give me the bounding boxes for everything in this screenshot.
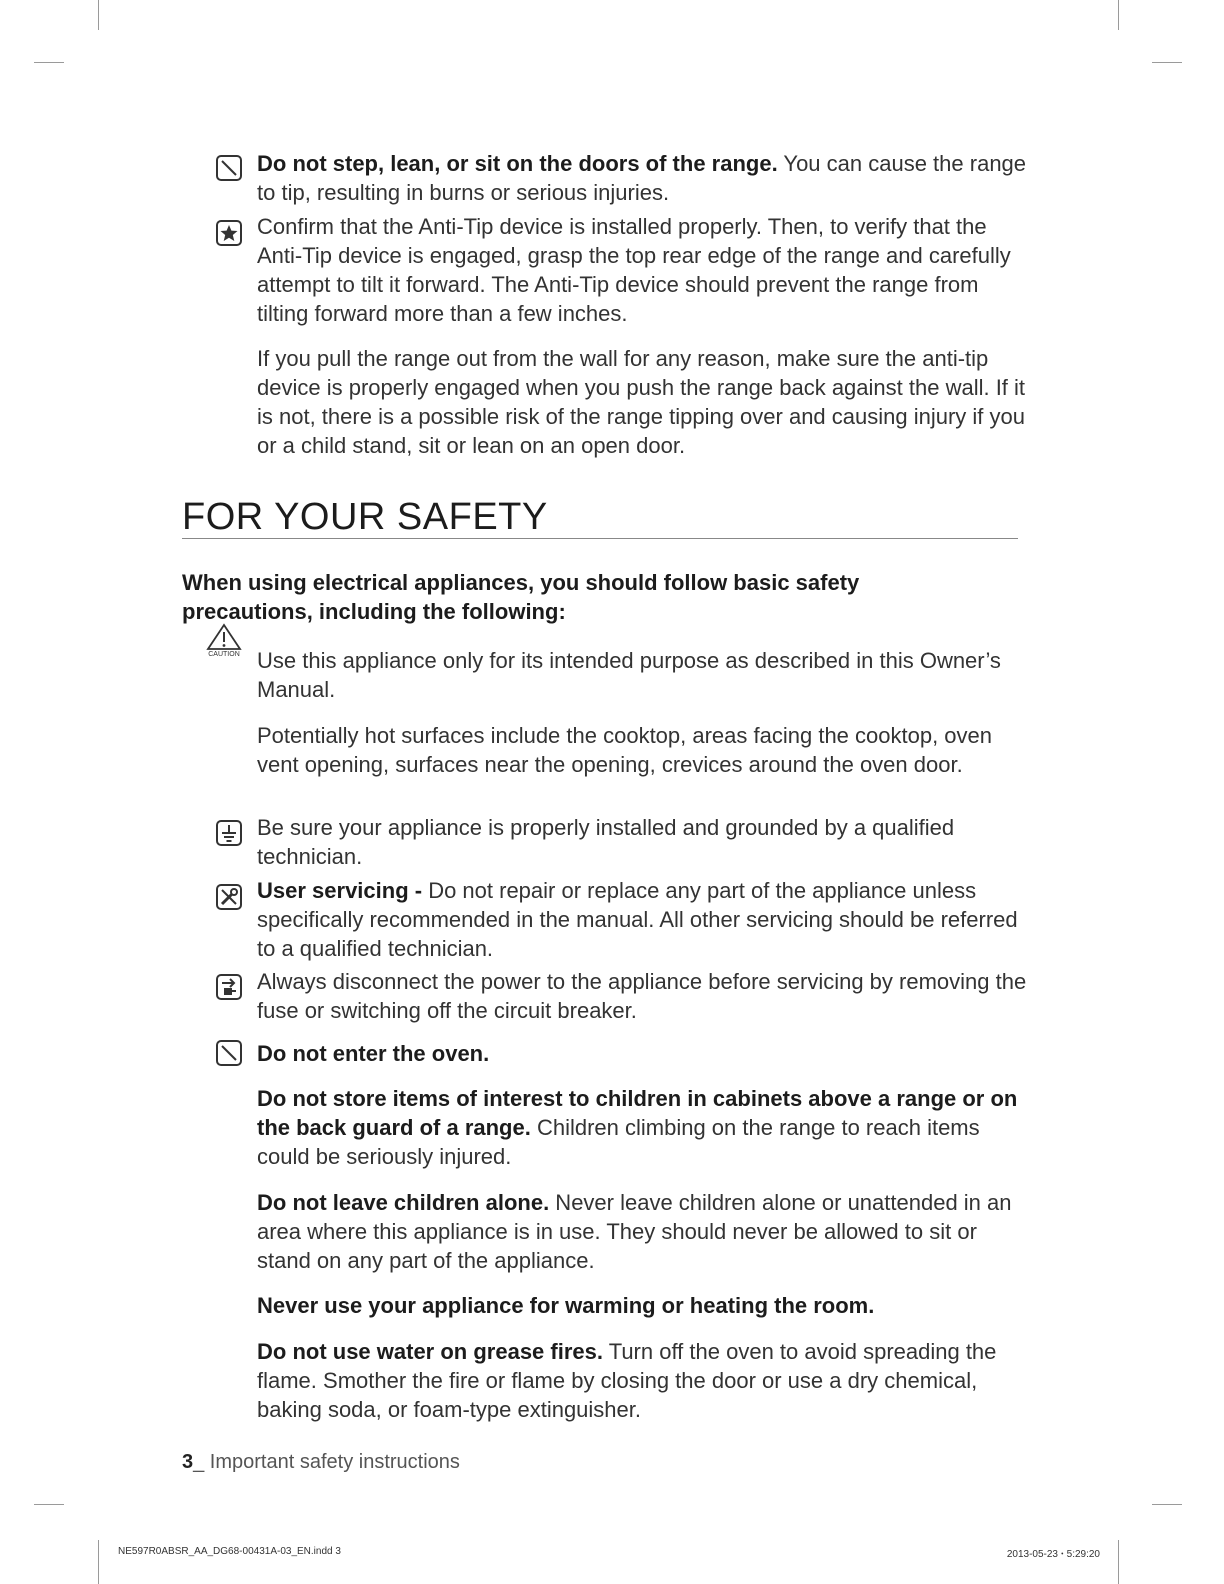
caution-icon	[202, 623, 246, 663]
warning-bold: Do not step, lean, or sit on the doors of the range.	[257, 151, 778, 176]
footer-separator: _	[193, 1451, 205, 1473]
anti-tip-wall-text: If you pull the range out from the wall for any reason, make sure the anti-tip device is properly engaged when you push the range back against the wall. If it is not, there is a possible risk of the range tipping over and causing injury if you or a child stand, sit or lean on an open door.	[257, 346, 1026, 458]
crop-mark	[98, 1540, 99, 1584]
safety-grease-fires	[257, 1337, 1027, 1424]
anti-tip-text: Confirm that the Anti-Tip device is installed properly. Then, to verify that the Anti-Tip device is engaged, grasp the top rear edge of the range and carefully attempt to tilt it forward. The Anti-Tip device should prevent the range from tilting forward more than a few inches.	[257, 214, 1011, 326]
crop-mark	[98, 0, 99, 30]
safety-text: Children climbing on the range to reach items could be seriously injured.	[257, 1115, 980, 1169]
safety-text: Always disconnect the power to the appliance before servicing by removing the fuse or switching off the circuit breaker.	[257, 969, 1027, 1023]
safety-text: Do not repair or replace any part of the appliance unless specifically recommended in the manual. All other servicing should be referred to a qualified technician.	[257, 878, 1018, 961]
no-servicing-icon	[214, 882, 244, 912]
safety-disconnect	[257, 967, 1027, 1025]
crop-mark	[1118, 0, 1119, 30]
safety-text: Never leave children alone or unattended in an area where this appliance is in use. They should never be allowed to sit or stand on any part of the appliance.	[257, 1190, 1012, 1273]
safety-grounded	[257, 813, 1027, 871]
print-slug-file: NE597R0ABSR_AA_DG68-00431A-03_EN.indd 3	[118, 1546, 341, 1557]
safety-bold: Do not leave children alone.	[257, 1190, 550, 1215]
print-slug-timestamp: 2013-05-23 ꞏ 5:29:20	[1006, 1549, 1100, 1560]
safety-text: Turn off the oven to avoid spreading the flame. Smother the fire or flame by closing the door or use a dry chemical, baking soda, or foam-type extinguisher.	[257, 1339, 997, 1422]
prohibited-icon	[214, 1038, 244, 1068]
safety-text: Use this appliance only for its intended purpose as described in this Owner’s Manual.	[257, 648, 1001, 702]
unplug-icon	[214, 972, 244, 1002]
page-number: 3	[182, 1451, 194, 1473]
section-title: FOR YOUR SAFETY	[182, 496, 1018, 539]
safety-intended-use	[257, 646, 1027, 704]
important-star-icon	[214, 218, 244, 248]
safety-no-heating	[257, 1291, 1027, 1320]
safety-bold: Do not enter the oven.	[257, 1041, 490, 1066]
safety-bold: Do not store items of interest to children in cabinets above a range or on the back guard of a range.	[257, 1086, 1018, 1140]
safety-bold: Never use your appliance for warming or heating the room.	[257, 1293, 875, 1318]
crop-mark	[34, 62, 64, 63]
anti-tip-confirm	[257, 212, 1027, 328]
safety-do-not-enter	[257, 1039, 1027, 1068]
caution-label: CAUTION	[208, 651, 240, 658]
section-subhead: When using electrical appliances, you should follow basic safety precautions, including the following:	[182, 570, 860, 624]
safety-text: Be sure your appliance is properly installed and grounded by a qualified technician.	[257, 815, 955, 869]
page-footer	[182, 1451, 460, 1474]
crop-mark	[34, 1504, 64, 1505]
footer-label: Important safety instructions	[204, 1451, 460, 1473]
crop-mark	[1152, 1504, 1182, 1505]
safety-bold: User servicing -	[257, 878, 423, 903]
safety-text: Potentially hot surfaces include the cooktop, areas facing the cooktop, oven vent opening, surfaces near the opening, crevices around the oven door.	[257, 723, 993, 777]
safety-bold: Do not use water on grease fires.	[257, 1339, 603, 1364]
prohibited-icon	[214, 153, 244, 183]
warning-text: You can cause the range to tip, resulting in burns or serious injuries.	[257, 151, 1027, 205]
ground-icon	[214, 818, 244, 848]
safety-children-alone	[257, 1188, 1027, 1275]
safety-store-items	[257, 1084, 1027, 1171]
safety-user-servicing	[257, 876, 1027, 963]
anti-tip-wall	[257, 344, 1027, 460]
crop-mark	[1118, 1540, 1119, 1584]
safety-hot-surfaces	[257, 721, 1027, 779]
warning-doors	[257, 149, 1027, 207]
crop-mark	[1152, 62, 1182, 63]
